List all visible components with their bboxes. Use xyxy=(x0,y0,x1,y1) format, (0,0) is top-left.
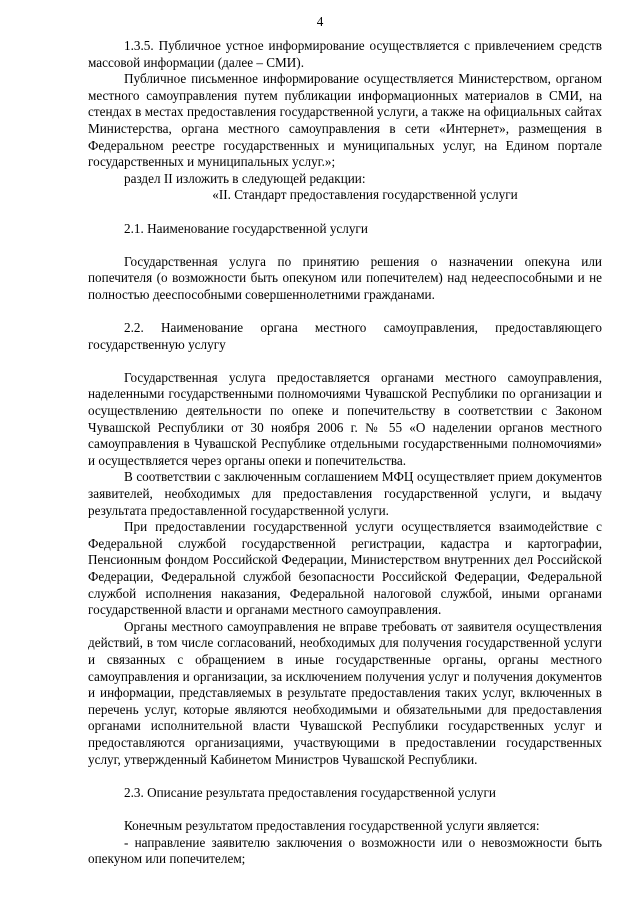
spacer xyxy=(88,237,602,254)
paragraph-restrictions: Органы местного самоуправления не вправе требовать от заявителя осуществления действий, в том числе согласований, необходимых для получения государственной услуги и связанных с обращением в иные государственные органы, органы местного самоуправления и организации, за исключением получения услуг и получения документов и информации, представляемых в результате предоставления таких услуг, включенных в перечень услуг, которые являются необходимыми и обязательными для предоставления органами исполнительной власти Чувашской Республики государственных услуг и предоставляются организациями, участвующими в предоставлении государственных услуг, утвержденный Кабинетом Министров Чувашской Республики. xyxy=(88,618,602,767)
paragraph-service-provider: Государственная услуга предоставляется органами местного самоуправления, наделенными государственными полномочиями Чувашской Республики по организации и осуществлению деятельности по опеке и попечительству в соответствии с Законом Чувашской Республики от 30 ноября 2006 г. № 55 «О наделении органов местного самоуправления в Чувашской Республике отдельными государственными полномочиями» и осуществляется через органы опеки и попечительства. xyxy=(88,369,602,468)
spacer xyxy=(88,204,602,221)
spacer xyxy=(88,768,602,785)
subsection-2-1-title: 2.1. Наименование государственной услуги xyxy=(124,220,368,236)
list-item-result: - направление заявителю заключения о возможности или о невозможности быть опекуном или попечителем; xyxy=(88,834,602,867)
page-number: 4 xyxy=(316,14,324,29)
spacer xyxy=(88,304,602,321)
paragraph-public-written-info: Публичное письменное информирование осуществляется Министерством, органом местного самоуправления путем публикации информационных материалов в СМИ, на стендах в местах предоставления государственной услуги, а также на официальных сайтах Министерства, органа местного самоуправления в сети «Интернет», размещения в Федеральном реестре государственных и муниципальных услуг, на Едином портале государственных и муниципальных услуг.»; xyxy=(88,71,602,170)
spacer xyxy=(88,353,602,370)
spacer xyxy=(88,801,602,818)
paragraph-interaction: При предоставлении государственной услуги осуществляется взаимодействие с Федеральной службой государственной регистрации, кадастра и картографии, Пенсионным фондом Российской Федерации, Министерством внутренних дел Российской Федерации, Федеральной службой безопасности Российской Федерации, Федеральной службой исполнения наказания, Федеральной налоговой службой, иными органами государственной власти и органами местного самоуправления. xyxy=(88,519,602,618)
paragraph-final-result: Конечным результатом предоставления государственной услуги является: xyxy=(124,817,540,833)
subsection-2-2-title: 2.2. Наименование органа местного самоуправления, предоставляющего государственную услугу xyxy=(88,320,602,352)
paragraph-service-name: Государственная услуга по принятию решения о назначении опекуна или попечителя (о возможности быть опекуном или попечителем) над недееспособными и не полностью дееспособными совершеннолетними гражданами. xyxy=(88,253,602,302)
paragraph-mfc-agreement: В соответствии с заключенным соглашением МФЦ осуществляет прием документов заявителей, необходимых для предоставления государственной услуги, и выдачу результата предоставленной государственной услуги. xyxy=(88,469,602,518)
subsection-2-3-title: 2.3. Описание результата предоставления государственной услуги xyxy=(124,784,496,800)
paragraph-1-3-5: 1.3.5. Публичное устное информирование осуществляется с привлечением средств массовой информации (далее – СМИ). xyxy=(88,38,602,70)
section-ii-heading: «II. Стандарт предоставления государственной услуги xyxy=(212,187,518,203)
document-body xyxy=(88,38,602,868)
paragraph-section-ii-intro: раздел II изложить в следующей редакции: xyxy=(124,170,366,186)
